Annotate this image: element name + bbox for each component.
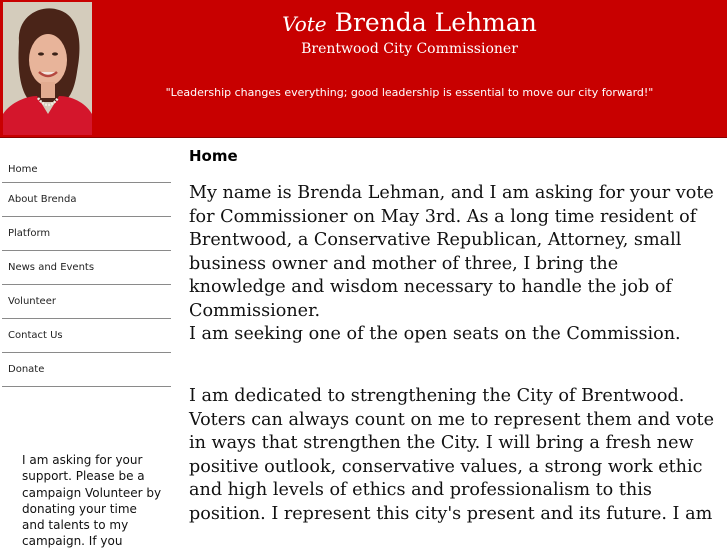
main-nav: [2, 153, 171, 387]
sidebar: [0, 137, 172, 549]
intro-text-seat: I am seeking one of the open seats on the Commission.: [189, 324, 681, 344]
nav-item-about-brenda[interactable]: About Brenda: [2, 183, 171, 217]
site-subtitle: Brentwood City Commissioner: [301, 41, 518, 57]
site-title: [92, 8, 727, 39]
intro-text: My name is Brenda Lehman, and I am asking for your vote for Commissioner on May 3rd. As a long time resident of Brentwood, a Conservative Republican, Attorney, small business owner and mother of three, I bring the knowledge and wisdom necessary to handle the job of Commissioner.: [189, 183, 714, 321]
nav-item-volunteer[interactable]: Volunteer: [2, 285, 171, 319]
nav-item-platform[interactable]: Platform: [2, 217, 171, 251]
nav-item-contact-us[interactable]: Contact Us: [2, 319, 171, 353]
page-title: Home: [189, 147, 238, 165]
campaign-quote: "Leadership changes everything; good leadership is essential to move our city forward!": [165, 86, 654, 99]
intro-paragraph: [189, 182, 719, 347]
volunteer-appeal-text: I am asking for your support. Please be a campaign Volunteer by donating your time and talents to my campaign. If you: [22, 453, 162, 549]
dedication-paragraph: I am dedicated to strengthening the City of Brentwood. Voters can always count on me to represent them and vote in ways that strengthen the City. I will bring a fresh new positive outlook, conservative values, a strong work ethic and high levels of ethics and professionalism to this position. I represent this city's present and its future. I am: [189, 386, 715, 524]
nav-item-home[interactable]: Home: [2, 153, 171, 183]
nav-item-donate[interactable]: Donate: [2, 353, 171, 387]
candidate-photo: [3, 2, 92, 135]
site-header: [0, 0, 727, 138]
vote-word: Vote: [282, 12, 327, 36]
nav-item-news-and-events[interactable]: News and Events: [2, 251, 171, 285]
candidate-name: Brenda Lehman: [334, 8, 537, 37]
